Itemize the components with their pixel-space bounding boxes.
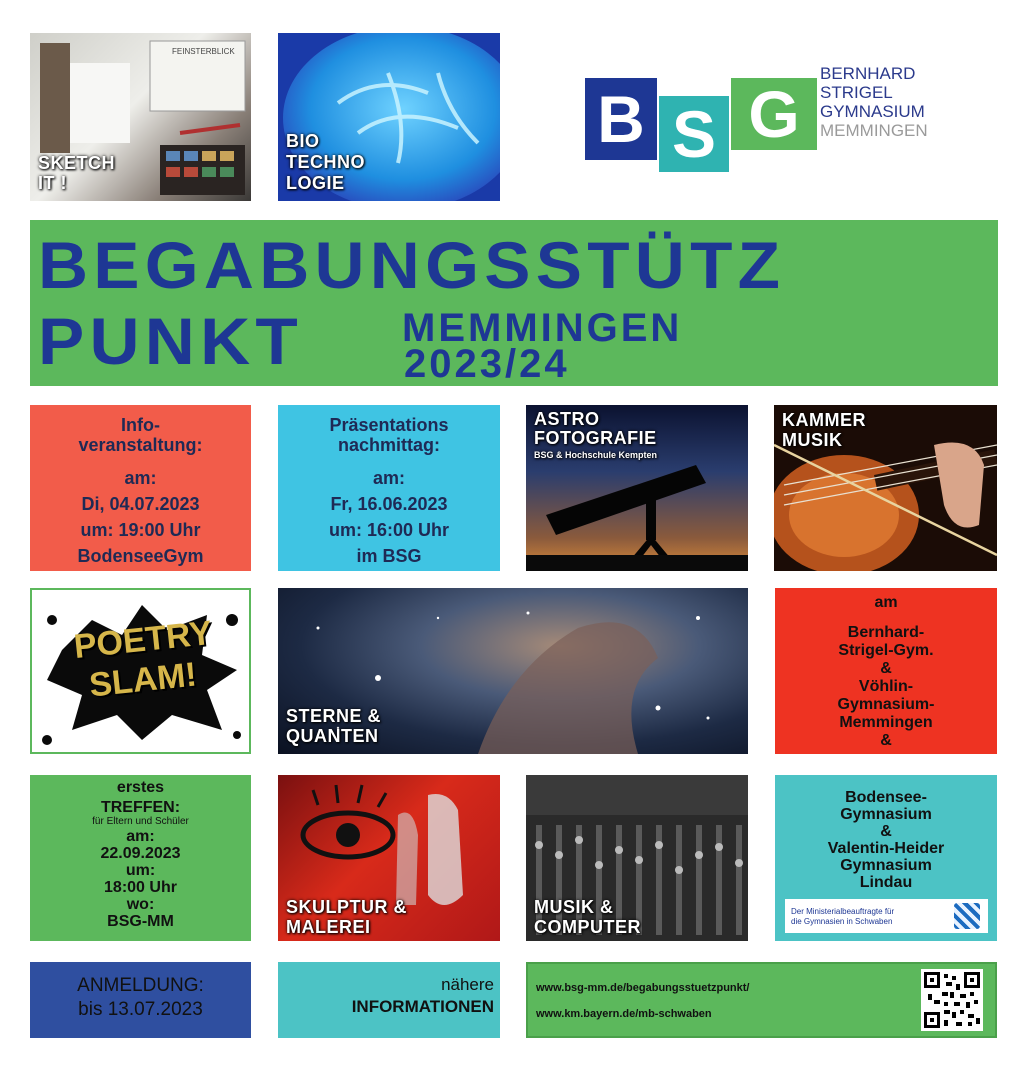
title-city: MEMMINGEN (402, 306, 683, 350)
poetry-slam-image (30, 588, 251, 754)
skulptur-line2: MALEREI (286, 917, 371, 937)
badge-line1: Der Ministerialbeauftragte für (791, 907, 895, 916)
bio-line2: TECHNO (286, 152, 365, 172)
schools-red-box (775, 588, 997, 754)
teal-l5: Gymnasium (840, 857, 932, 874)
schools-l3: & (880, 660, 892, 677)
skulptur-malerei-image (278, 775, 500, 941)
presentation-heading2: nachmittag: (337, 435, 440, 455)
naehere-line1: nähere (441, 975, 494, 994)
bio-line1: BIO (286, 131, 320, 151)
bsg-logo (585, 60, 975, 175)
anmeldung-line1: ANMELDUNG: (77, 975, 204, 996)
musik-line1: MUSIK & (534, 897, 614, 917)
logo-school-name (820, 64, 928, 140)
astrofotografie-image (526, 405, 748, 571)
logo-letter-b: B (585, 78, 657, 160)
sterne-line1: STERNE & (286, 706, 382, 726)
url-bsg-link[interactable]: www.bsg-mm.de/begabungsstuetzpunkt/ (536, 982, 750, 994)
sketch-book-text: FEINSTERBLICK (172, 47, 235, 56)
astro-line1: ASTRO (534, 409, 600, 429)
badge-line2: die Gymnasien in Schwaben (791, 917, 893, 926)
logo-name-line3: GYMNASIUM (820, 102, 925, 121)
sketch-line2: IT ! (38, 173, 67, 193)
sterne-quanten-image (278, 588, 748, 754)
presentation-am: am: (372, 468, 405, 488)
skulptur-label (286, 897, 407, 937)
presentation-box (278, 405, 500, 571)
musik-line2: COMPUTER (534, 917, 641, 937)
kammer-line2: MUSIK (782, 430, 843, 450)
schools-l4: Vöhlin- (858, 678, 914, 695)
treffen-l3: für Eltern und Schüler (92, 816, 189, 827)
presentation-time: um: 16:00 Uhr (328, 520, 450, 540)
ministerial-badge (785, 899, 988, 933)
sketch-it-label (38, 153, 115, 193)
anmeldung-box (30, 962, 251, 1038)
bio-line3: LOGIE (286, 173, 345, 193)
teal-l3: & (880, 823, 892, 840)
presentation-heading1: Präsentations (329, 415, 449, 435)
biotechnologie-image (278, 33, 500, 201)
logo-name-line4: MEMMINGEN (820, 121, 928, 140)
logo-letter-s: S (659, 96, 729, 172)
treffen-l5: 22.09.2023 (100, 845, 181, 862)
sketch-line1: SKETCH (38, 153, 116, 173)
treffen-l8: wo: (126, 896, 155, 913)
skulptur-line1: SKULPTUR & (286, 897, 407, 917)
url-km-link[interactable]: www.km.bayern.de/mb-schwaben (536, 1008, 712, 1020)
title-year: 2023/24 (404, 342, 570, 386)
teal-l2: Gymnasium (840, 806, 932, 823)
treffen-l4: am: (126, 828, 155, 845)
teal-l1: Bodensee- (845, 789, 927, 806)
presentation-date: Fr, 16.06.2023 (330, 494, 448, 514)
astro-label (534, 410, 657, 462)
kammermusik-image (774, 405, 997, 571)
info-heading2: veranstaltung: (78, 435, 203, 455)
logo-letter-g: G (731, 78, 817, 150)
treffen-l9: BSG-MM (107, 913, 174, 930)
info-am: am: (124, 468, 157, 488)
poetry-line1: POETRY (72, 613, 214, 667)
naehere-informationen-box (278, 962, 500, 1038)
sketch-it-image (30, 33, 251, 201)
poetry-label (38, 613, 248, 705)
treffen-box (30, 775, 251, 941)
anmeldung-line2-text: bis 13.07.2023 (78, 999, 203, 1020)
musik-computer-image (526, 775, 748, 941)
title-banner (30, 220, 998, 386)
logo-name-line2: STRIGEL (820, 83, 893, 102)
presentation-place: im BSG (356, 546, 422, 566)
musik-label (534, 897, 641, 937)
naehere-line2: INFORMATIONEN (351, 997, 494, 1016)
treffen-l1: erstes (116, 779, 165, 796)
sterne-label (286, 706, 381, 746)
anmeldung-line2 (30, 998, 251, 1022)
schools-l2: Strigel-Gym. (838, 642, 934, 659)
teal-l6: Lindau (859, 874, 913, 891)
info-heading1: Info- (121, 415, 160, 435)
info-place: BodenseeGym (77, 546, 204, 566)
treffen-l2: TREFFEN: (100, 799, 181, 816)
info-event-box (30, 405, 251, 571)
schools-l7: & (880, 732, 892, 749)
schools-am: am (874, 594, 898, 611)
schools-l1: Bernhard- (847, 624, 925, 641)
bavaria-crest-icon (954, 903, 980, 929)
title-line1: BEGABUNGSSTÜTZ (38, 228, 786, 302)
sterne-line2: QUANTEN (286, 726, 379, 746)
teal-l4: Valentin-Heider (827, 840, 945, 857)
bio-label (286, 131, 365, 194)
schools-teal-box (775, 775, 997, 941)
astro-line2: FOTOGRAFIE (534, 428, 657, 448)
title-city-year (402, 306, 683, 386)
info-time: um: 19:00 Uhr (80, 520, 201, 540)
treffen-l6: um: (125, 862, 156, 879)
astro-sub: BSG & Hochschule Kempten (534, 450, 658, 460)
treffen-l7: 18:00 Uhr (104, 879, 177, 896)
links-box (526, 962, 997, 1038)
kammer-label (782, 410, 866, 450)
kammer-line1: KAMMER (782, 410, 866, 430)
title-line2: PUNKT (38, 304, 303, 378)
poetry-line2: SLAM! (87, 655, 199, 705)
schools-l6: Memmingen (839, 714, 933, 731)
logo-name-line1: BERNHARD (820, 64, 916, 83)
qr-code-icon[interactable] (921, 969, 983, 1031)
schools-l5: Gymnasium- (837, 696, 935, 713)
info-date: Di, 04.07.2023 (81, 494, 200, 514)
